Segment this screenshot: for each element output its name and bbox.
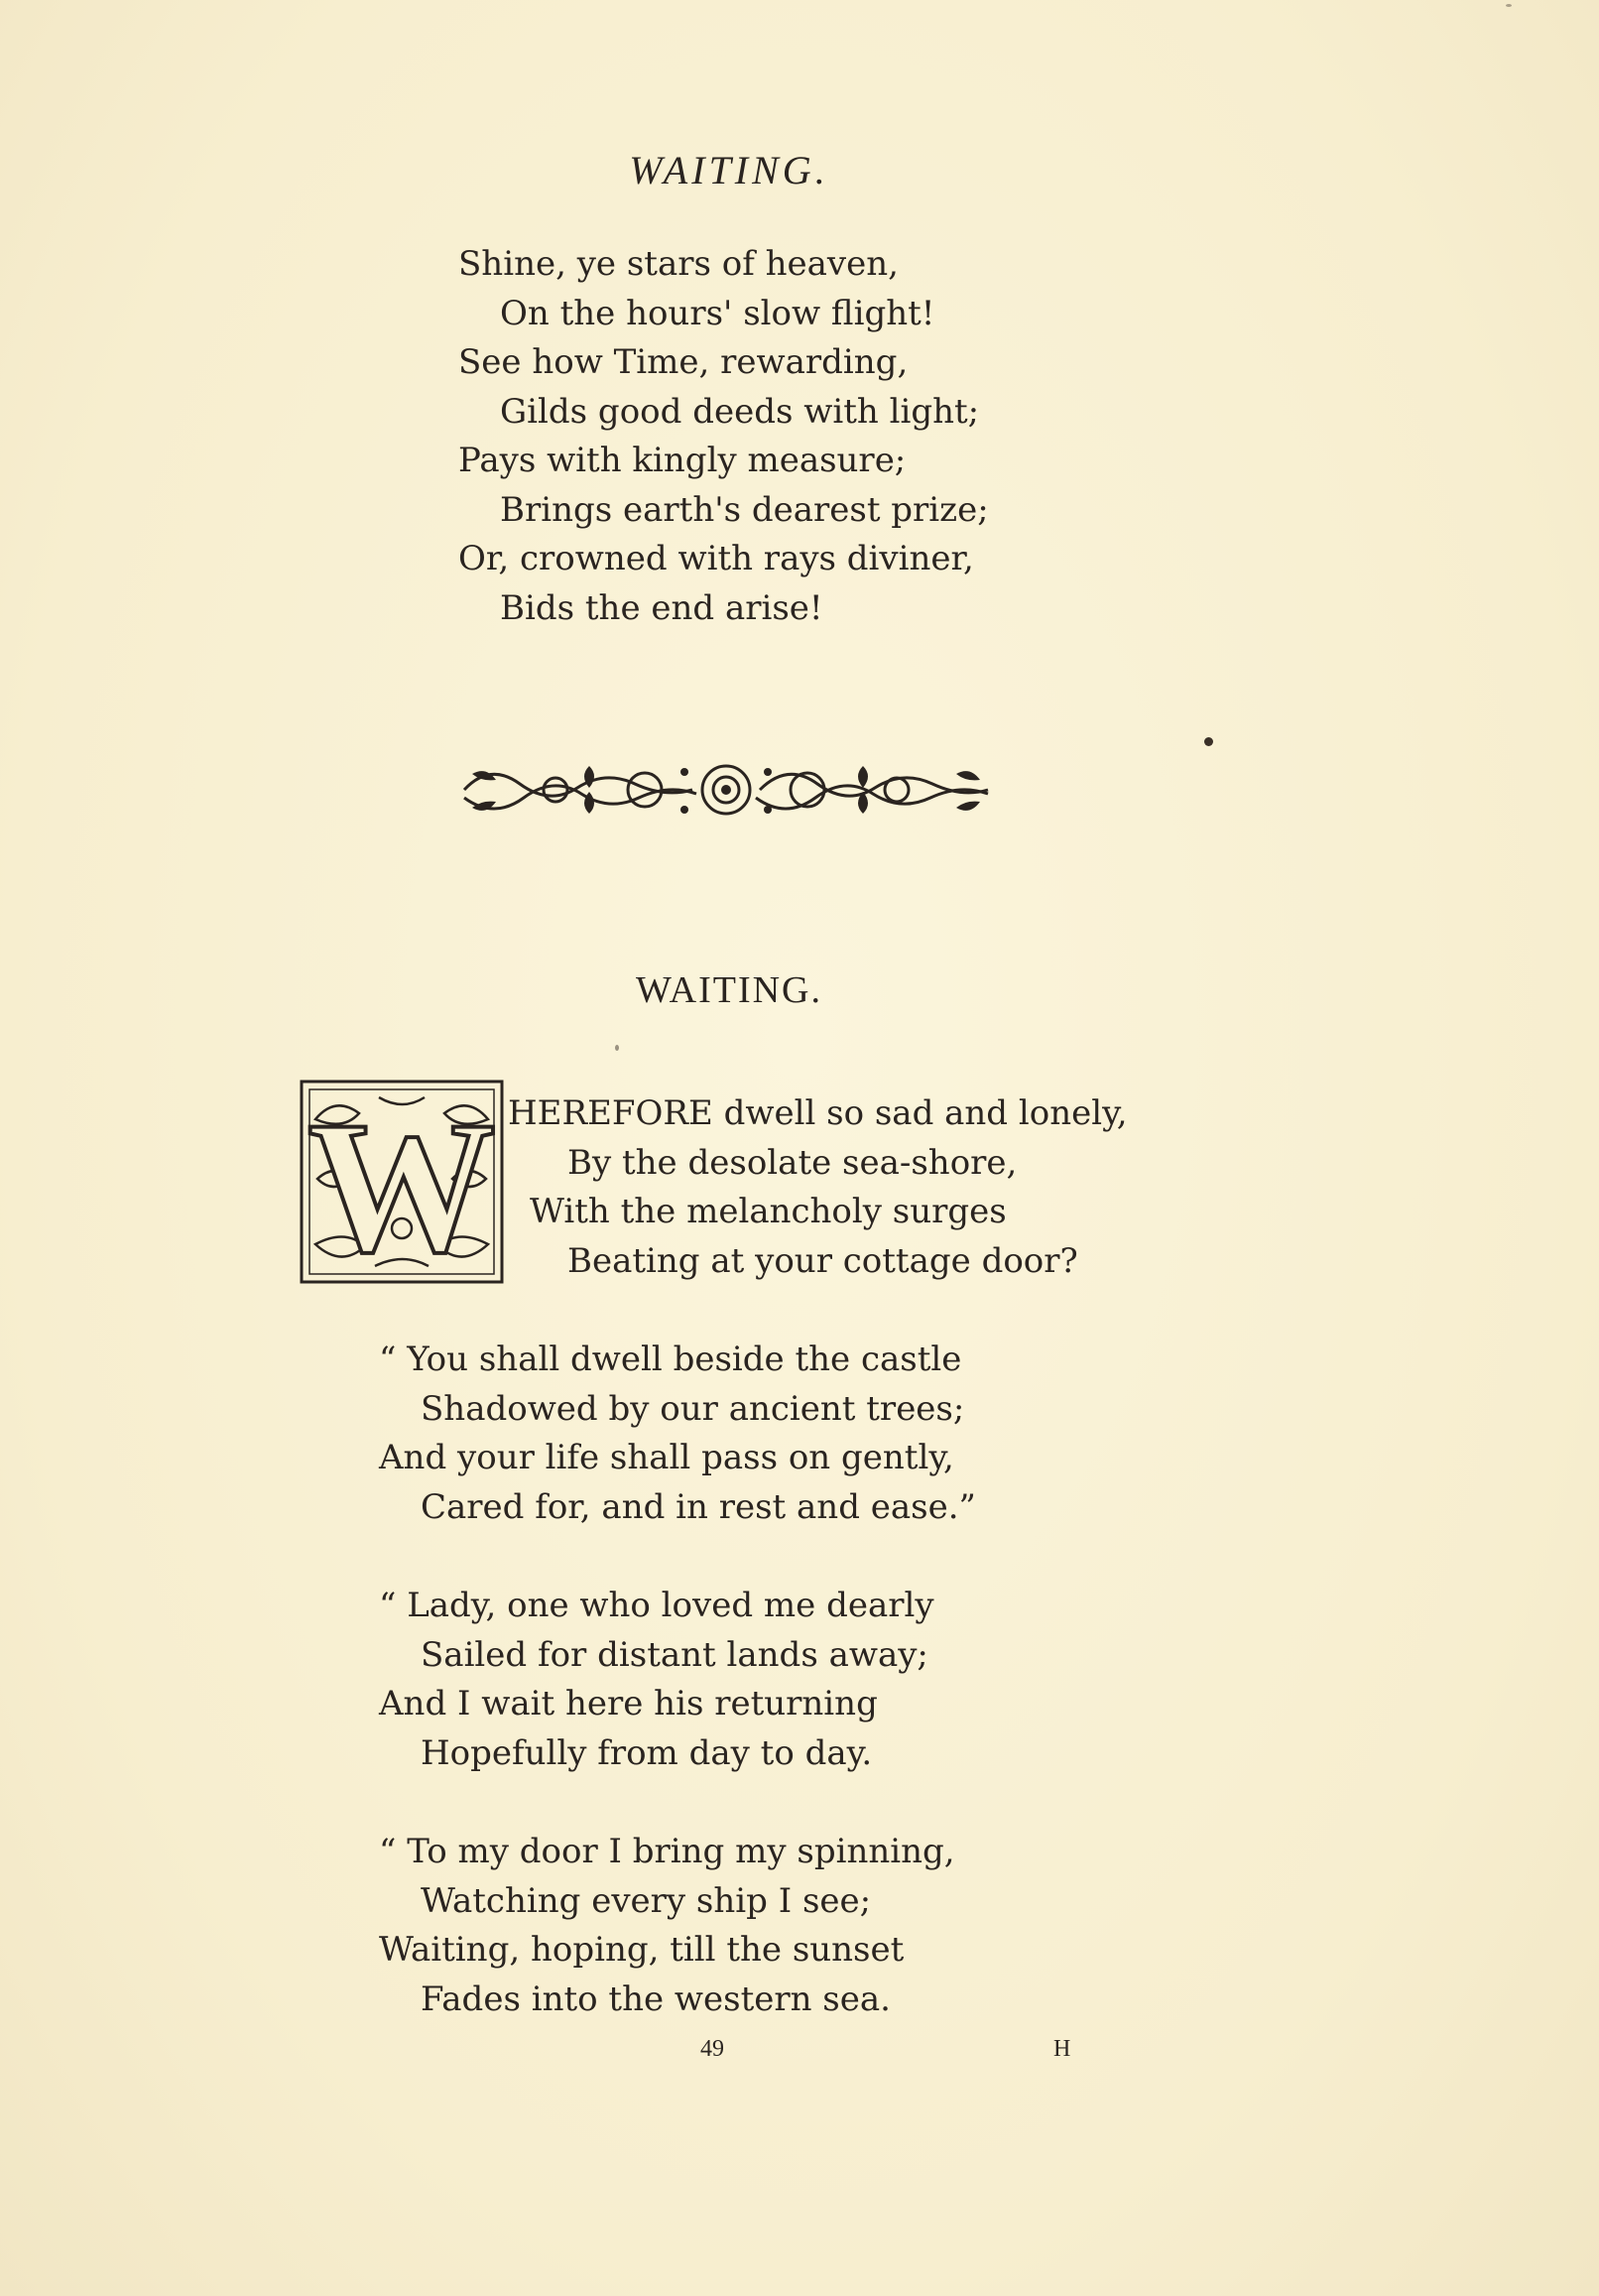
ink-speck: [1204, 737, 1213, 746]
verse-line: “ You shall dwell beside the castle: [379, 1339, 962, 1379]
stanza-wherefore: [508, 1089, 1128, 1286]
verse-line: Gilds good deeds with light;: [500, 391, 980, 432]
verse-line: By the desolate sea-shore,: [567, 1142, 1018, 1183]
verse-line: Waiting, hoping, till the sunset: [379, 1930, 905, 1970]
verse-line: Beating at your cottage door?: [567, 1240, 1078, 1281]
illuminated-drop-cap-icon: [300, 1080, 504, 1284]
stanza-castle: [379, 1336, 976, 1532]
verse-line: Watching every ship I see;: [421, 1880, 872, 1921]
ink-speck: [1506, 4, 1512, 7]
verse-line: Cared for, and in rest and ease.”: [421, 1486, 976, 1527]
page-number: 49: [700, 2036, 724, 2062]
verse-line: And your life shall pass on gently,: [379, 1438, 954, 1477]
ink-speck: [615, 1045, 619, 1051]
verse-line: Hopefully from day to day.: [421, 1732, 873, 1773]
verse-line: HEREFORE dwell so sad and lonely,: [508, 1093, 1128, 1133]
verse-line: Fades into the western sea.: [421, 1978, 891, 2019]
verse-line: With the melancholy surges: [530, 1192, 1007, 1231]
verse-line: “ To my door I bring my spinning,: [379, 1832, 955, 1871]
verse-line: See how Time, rewarding,: [458, 342, 909, 382]
verse-line: On the hours' slow flight!: [500, 293, 935, 333]
verse-line: Sailed for distant lands away;: [421, 1634, 928, 1675]
verse-line: Or, crowned with rays diviner,: [458, 539, 974, 578]
verse-line: Shine, ye stars of heaven,: [458, 244, 899, 284]
stanza-spinning: [379, 1828, 955, 2024]
verse-line: “ Lady, one who loved me dearly: [379, 1586, 934, 1625]
section-title: WAITING.: [635, 969, 822, 1011]
ornamental-divider-icon: [460, 754, 992, 826]
running-title: WAITING.: [629, 148, 829, 192]
drop-cap-letter: W: [308, 1084, 496, 1284]
signature-mark: H: [1053, 2036, 1071, 2062]
poem-shine-ye-stars: [458, 240, 989, 633]
verse-line: And I wait here his returning: [379, 1684, 878, 1723]
verse-line: Bids the end arise!: [500, 587, 823, 628]
verse-line: Shadowed by our ancient trees;: [421, 1388, 965, 1429]
stanza-lady: [379, 1582, 934, 1778]
verse-line: Brings earth's dearest prize;: [500, 489, 989, 530]
verse-line: Pays with kingly measure;: [458, 441, 907, 480]
